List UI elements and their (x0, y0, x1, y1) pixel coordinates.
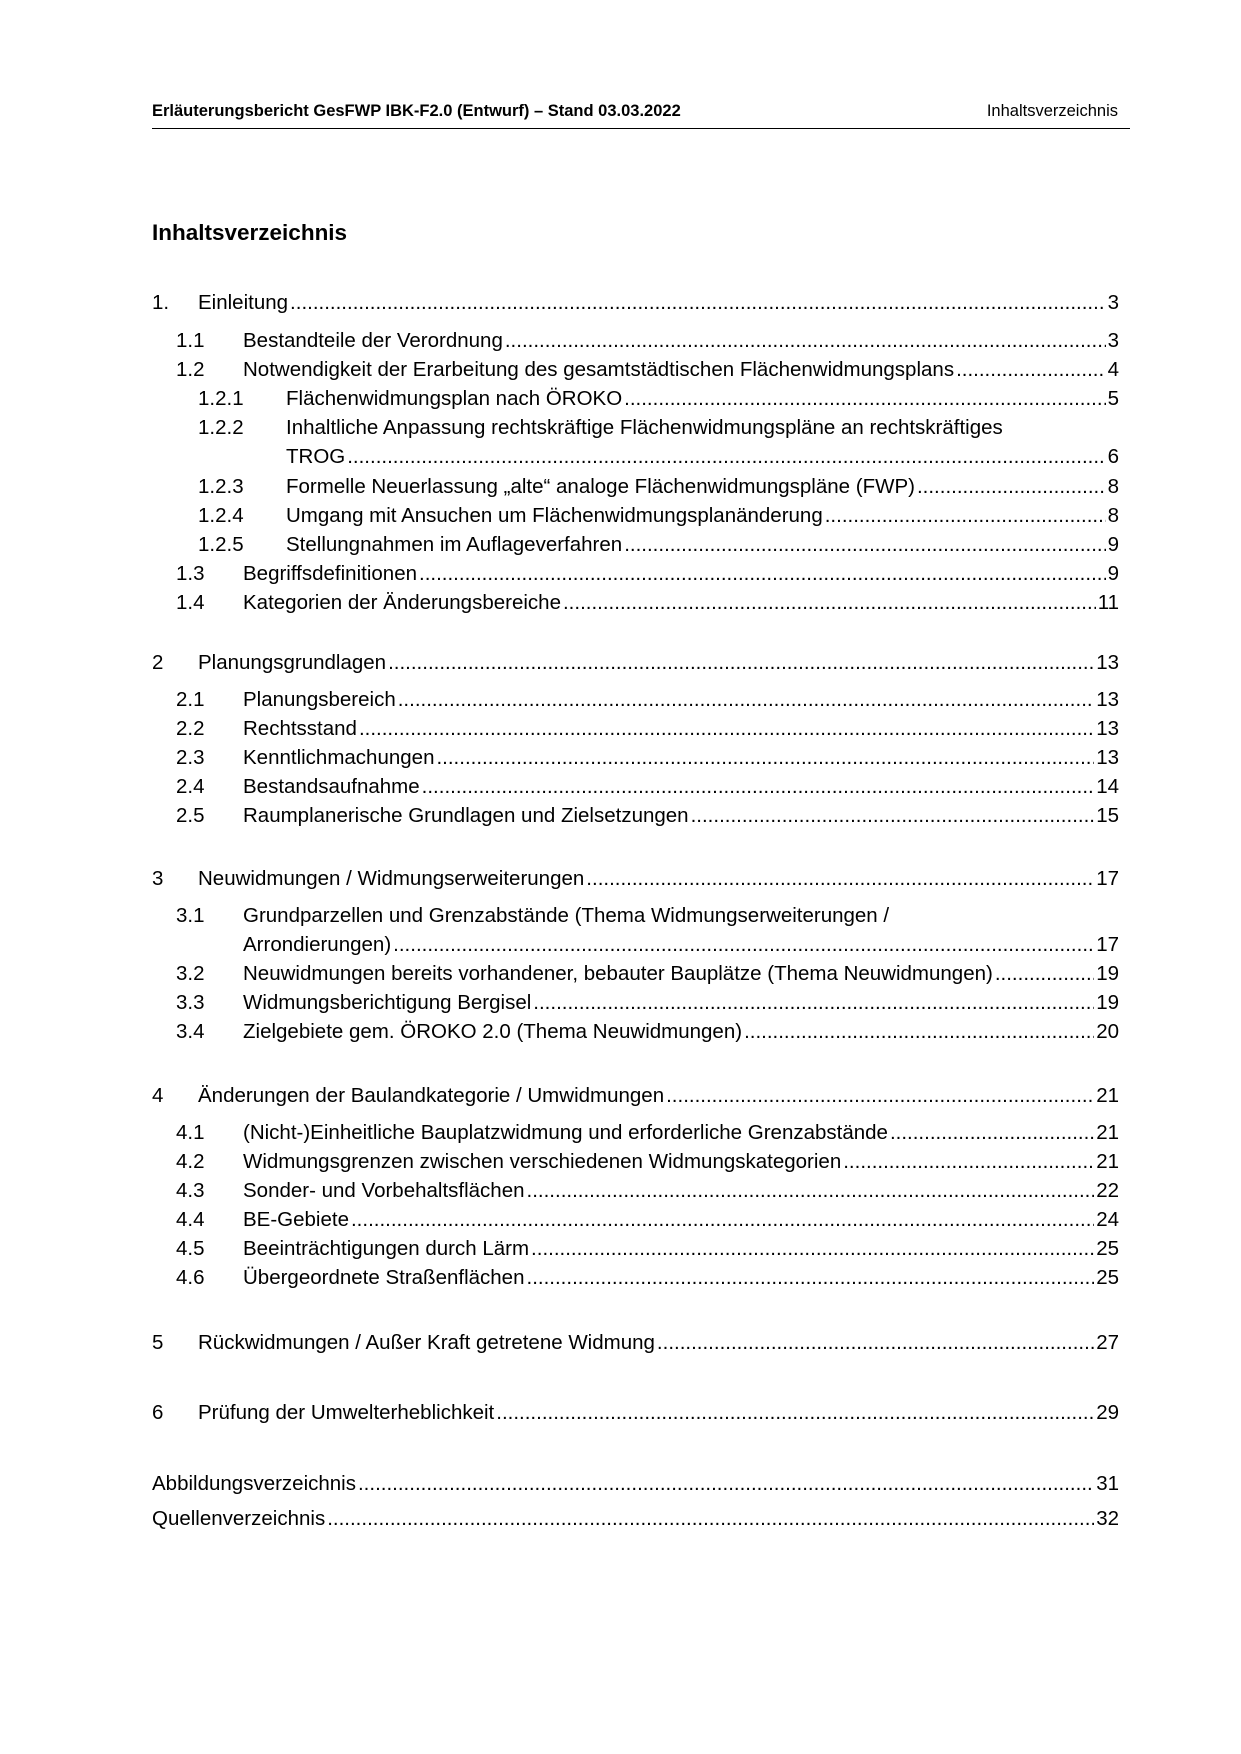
dot-leader (657, 1328, 1094, 1357)
toc-entry-number: 2.3 (176, 746, 205, 769)
dot-leader (351, 1205, 1094, 1234)
toc-entry-number: 5 (152, 1331, 164, 1354)
toc-entry-number: 3.1 (176, 904, 205, 927)
toc-entry-title: Bestandteile der Verordnung (243, 329, 503, 352)
toc-entry-number: 1.2.3 (198, 475, 244, 498)
dot-leader (691, 801, 1095, 830)
dot-leader (533, 988, 1094, 1017)
toc-entry-page-number: 14 (1096, 775, 1119, 798)
dot-leader (563, 588, 1096, 617)
toc-entry-page-number: 4 (1107, 358, 1119, 381)
toc-entry-title: Arrondierungen) (243, 933, 392, 956)
toc-entry-page-number: 5 (1107, 387, 1119, 410)
toc-entry-page-number: 21 (1096, 1150, 1119, 1173)
toc-entry-number: 2.4 (176, 775, 205, 798)
dot-leader (917, 472, 1106, 501)
toc-entry-number: 2 (152, 651, 164, 674)
toc-entry-title: Rechtsstand (243, 717, 357, 740)
toc-entry-page-number: 19 (1096, 962, 1119, 985)
toc-entry-title: Formelle Neuerlassung „alte“ analoge Flächenwidmungspläne (FWP) (286, 475, 915, 498)
dot-leader (527, 1263, 1095, 1292)
toc-entry-title: BE-Gebiete (243, 1208, 349, 1231)
toc-entry-page-number: 11 (1097, 591, 1119, 614)
toc-entry-title: Bestandsaufnahme (243, 775, 420, 798)
toc-entry-number: 4.2 (176, 1150, 205, 1173)
dot-leader (586, 864, 1094, 893)
toc-entry-page-number: 9 (1107, 533, 1119, 556)
toc-entry-number: 2.2 (176, 717, 205, 740)
toc-entry-title: Rückwidmungen / Außer Kraft getretene Widmung (198, 1331, 655, 1354)
toc-entry-page-number: 27 (1096, 1331, 1119, 1354)
dot-leader (327, 1504, 1094, 1533)
toc-entry-page-number: 3 (1107, 329, 1119, 352)
dot-leader (527, 1176, 1095, 1205)
toc-entry-number: 1.2 (176, 358, 205, 381)
toc-entry-page-number: 9 (1107, 562, 1119, 585)
dot-leader (436, 743, 1094, 772)
dot-leader (825, 501, 1106, 530)
toc-entry-title: Planungsbereich (243, 688, 396, 711)
toc-entry-title: Flächenwidmungsplan nach ÖROKO (286, 387, 623, 410)
toc-entry-page-number: 13 (1096, 688, 1119, 711)
dot-leader (398, 685, 1094, 714)
toc-entry-number: 6 (152, 1401, 164, 1424)
toc-entry-page-number: 13 (1096, 651, 1119, 674)
toc-entry-title: (Nicht-)Einheitliche Bauplatzwidmung und erforderliche Grenzabstände (243, 1121, 888, 1144)
toc-entry-title: Kenntlichmachungen (243, 746, 435, 769)
toc-entry-title: Änderungen der Baulandkategorie / Umwidmungen (198, 1084, 665, 1107)
toc-entry-title: Widmungsgrenzen zwischen verschiedenen Widmungskategorien (243, 1150, 842, 1173)
toc-entry-number: 1.4 (176, 591, 205, 614)
dot-leader (393, 930, 1094, 959)
toc-entry-title: TROG (286, 445, 346, 468)
toc-entry-title: Einleitung (198, 291, 289, 314)
dot-leader (505, 326, 1106, 355)
toc-entry-number: 1. (152, 291, 170, 314)
toc-entry-page-number: 15 (1096, 804, 1119, 827)
toc-entry-page-number: 19 (1096, 991, 1119, 1014)
toc-entry-title: Übergeordnete Straßenflächen (243, 1266, 525, 1289)
dot-leader (843, 1147, 1094, 1176)
toc-entry-title: Kategorien der Änderungsbereiche (243, 591, 561, 614)
toc-entry-number: 3.3 (176, 991, 205, 1014)
toc-entry-number: 3.4 (176, 1020, 205, 1043)
toc-entry-title: Sonder- und Vorbehaltsflächen (243, 1179, 525, 1202)
toc-entry-title: Planungsgrundlagen (198, 651, 387, 674)
header-document-title: Erläuterungsbericht GesFWP IBK-F2.0 (Entwurf) – Stand 03.03.2022 (152, 102, 681, 120)
toc-entry-title: Quellenverzeichnis (152, 1507, 326, 1530)
toc-entry-number: 3 (152, 867, 164, 890)
toc-entry-title: Begriffsdefinitionen (243, 562, 417, 585)
toc-entry-title: Zielgebiete gem. ÖROKO 2.0 (Thema Neuwidmungen) (243, 1020, 743, 1043)
dot-leader (890, 1118, 1094, 1147)
toc-entry-page-number: 17 (1096, 933, 1119, 956)
toc-entry-title: Raumplanerische Grundlagen und Zielsetzungen (243, 804, 689, 827)
toc-entry-title: Prüfung der Umwelterheblichkeit (198, 1401, 495, 1424)
toc-entry-number: 4.3 (176, 1179, 205, 1202)
toc-entry-number: 1.2.1 (198, 387, 244, 410)
toc-entry-page-number: 25 (1096, 1266, 1119, 1289)
toc-entry-title: Abbildungsverzeichnis (152, 1472, 356, 1495)
dot-leader (388, 648, 1094, 677)
toc-entry-number: 4.6 (176, 1266, 205, 1289)
dot-leader (347, 442, 1105, 471)
toc-entry-number: 4 (152, 1084, 164, 1107)
toc-entry-title: Notwendigkeit der Erarbeitung des gesamtstädtischen Flächenwidmungsplans (243, 358, 955, 381)
toc-entry-page-number: 8 (1107, 504, 1119, 527)
dot-leader (624, 530, 1105, 559)
toc-entry-title: Neuwidmungen / Widmungserweiterungen (198, 867, 585, 890)
dot-leader (666, 1081, 1094, 1110)
toc-entry-page-number: 24 (1096, 1208, 1119, 1231)
dot-leader (744, 1017, 1094, 1046)
toc-entry-page-number: 29 (1096, 1401, 1119, 1424)
toc-entry-number: 3.2 (176, 962, 205, 985)
toc-entry-number: 1.2.2 (198, 416, 244, 439)
toc-heading: Inhaltsverzeichnis (152, 220, 348, 245)
toc-entry-title-line: Inhaltliche Anpassung rechtskräftige Flächenwidmungspläne an rechtskräftiges (286, 416, 1003, 439)
dot-leader (496, 1398, 1094, 1427)
toc-entry-number: 1.2.5 (198, 533, 244, 556)
toc-entry-title-line: Grundparzellen und Grenzabstände (Thema Widmungserweiterungen / (243, 904, 890, 927)
toc-entry-page-number: 22 (1096, 1179, 1119, 1202)
toc-entry-page-number: 21 (1096, 1084, 1119, 1107)
header-section-name: Inhaltsverzeichnis (986, 102, 1118, 120)
dot-leader (290, 288, 1106, 317)
toc-entry-page-number: 13 (1096, 717, 1119, 740)
toc-entry-page-number: 6 (1107, 445, 1119, 468)
toc-entry-number: 2.5 (176, 804, 205, 827)
toc-entry-page-number: 20 (1096, 1020, 1119, 1043)
toc-entry-number: 4.4 (176, 1208, 205, 1231)
toc-entry-page-number: 31 (1096, 1472, 1119, 1495)
dot-leader (956, 355, 1106, 384)
dot-leader (358, 1469, 1094, 1498)
toc-entry-number: 4.1 (176, 1121, 205, 1144)
toc-entry-number: 1.3 (176, 562, 205, 585)
toc-entry-page-number: 8 (1107, 475, 1119, 498)
toc-entry-number: 4.5 (176, 1237, 205, 1260)
toc-entry-page-number: 21 (1096, 1121, 1119, 1144)
dot-leader (419, 559, 1106, 588)
dot-leader (624, 384, 1105, 413)
toc-entry-title: Widmungsberichtigung Bergisel (243, 991, 532, 1014)
dot-leader (995, 959, 1094, 988)
toc-entry-title: Neuwidmungen bereits vorhandener, bebauter Bauplätze (Thema Neuwidmungen) (243, 962, 993, 985)
dot-leader (531, 1234, 1094, 1263)
toc-entry-page-number: 13 (1096, 746, 1119, 769)
toc-entry-page-number: 17 (1096, 867, 1119, 890)
toc-entry-number: 1.2.4 (198, 504, 244, 527)
dot-leader (422, 772, 1095, 801)
dot-leader (359, 714, 1094, 743)
toc-entry-page-number: 3 (1107, 291, 1119, 314)
toc-entry-page-number: 32 (1096, 1507, 1119, 1530)
toc-entry-title: Beeinträchtigungen durch Lärm (243, 1237, 530, 1260)
toc-entry-page-number: 25 (1096, 1237, 1119, 1260)
toc-entry-title: Umgang mit Ansuchen um Flächenwidmungsplanänderung (286, 504, 823, 527)
toc-entry-title: Stellungnahmen im Auflageverfahren (286, 533, 623, 556)
toc-entry-number: 1.1 (176, 329, 205, 352)
toc-entry-number: 2.1 (176, 688, 205, 711)
